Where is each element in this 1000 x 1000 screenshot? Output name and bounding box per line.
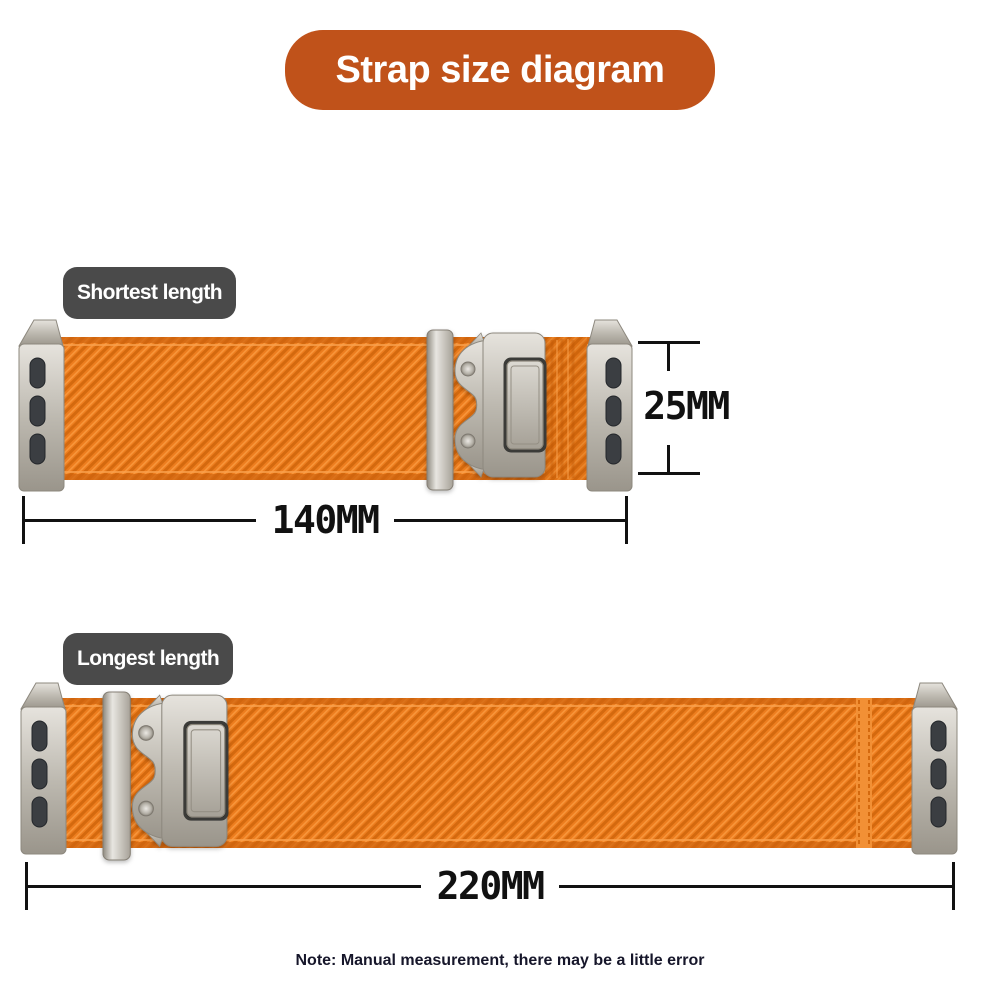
strap-width-measurement — [636, 341, 736, 475]
measurement-top-tick — [667, 344, 670, 371]
short-strap-buckle — [427, 330, 545, 490]
shortest-length-label: Shortest length — [77, 281, 223, 304]
short-strap-image — [19, 320, 632, 491]
measurement-right-tick — [952, 862, 955, 910]
shortest-length-measurement — [22, 496, 628, 544]
measurement-line-right — [394, 519, 625, 522]
measurement-note: Note: Manual measurement, there may be a little error — [295, 952, 705, 969]
measurement-line-right — [559, 885, 952, 888]
measurement-line-left — [25, 519, 256, 522]
long-strap-adapter-right — [912, 683, 957, 854]
longest-length-tag — [63, 633, 233, 685]
title-banner — [285, 30, 715, 110]
long-strap-adapter-left — [21, 683, 66, 854]
longest-length-measurement — [25, 861, 955, 911]
strap-width-value: 25MM — [643, 384, 729, 428]
measurement-bottom-tick — [667, 445, 670, 472]
long-strap-seam — [856, 698, 872, 848]
short-strap-adapter-right — [587, 320, 632, 491]
short-strap-fold — [545, 337, 587, 480]
measurement-line-left — [28, 885, 421, 888]
longest-length-label: Longest length — [77, 647, 220, 670]
page-title: Strap size diagram — [335, 48, 665, 91]
long-strap-buckle — [103, 692, 227, 860]
long-strap-image — [21, 683, 957, 860]
measurement-bottom-line — [638, 472, 700, 475]
shortest-length-tag — [63, 267, 236, 319]
measurement-right-tick — [625, 496, 628, 544]
short-strap-adapter-left — [19, 320, 64, 491]
longest-length-value: 220MM — [436, 864, 544, 908]
shortest-length-value: 140MM — [271, 498, 379, 542]
